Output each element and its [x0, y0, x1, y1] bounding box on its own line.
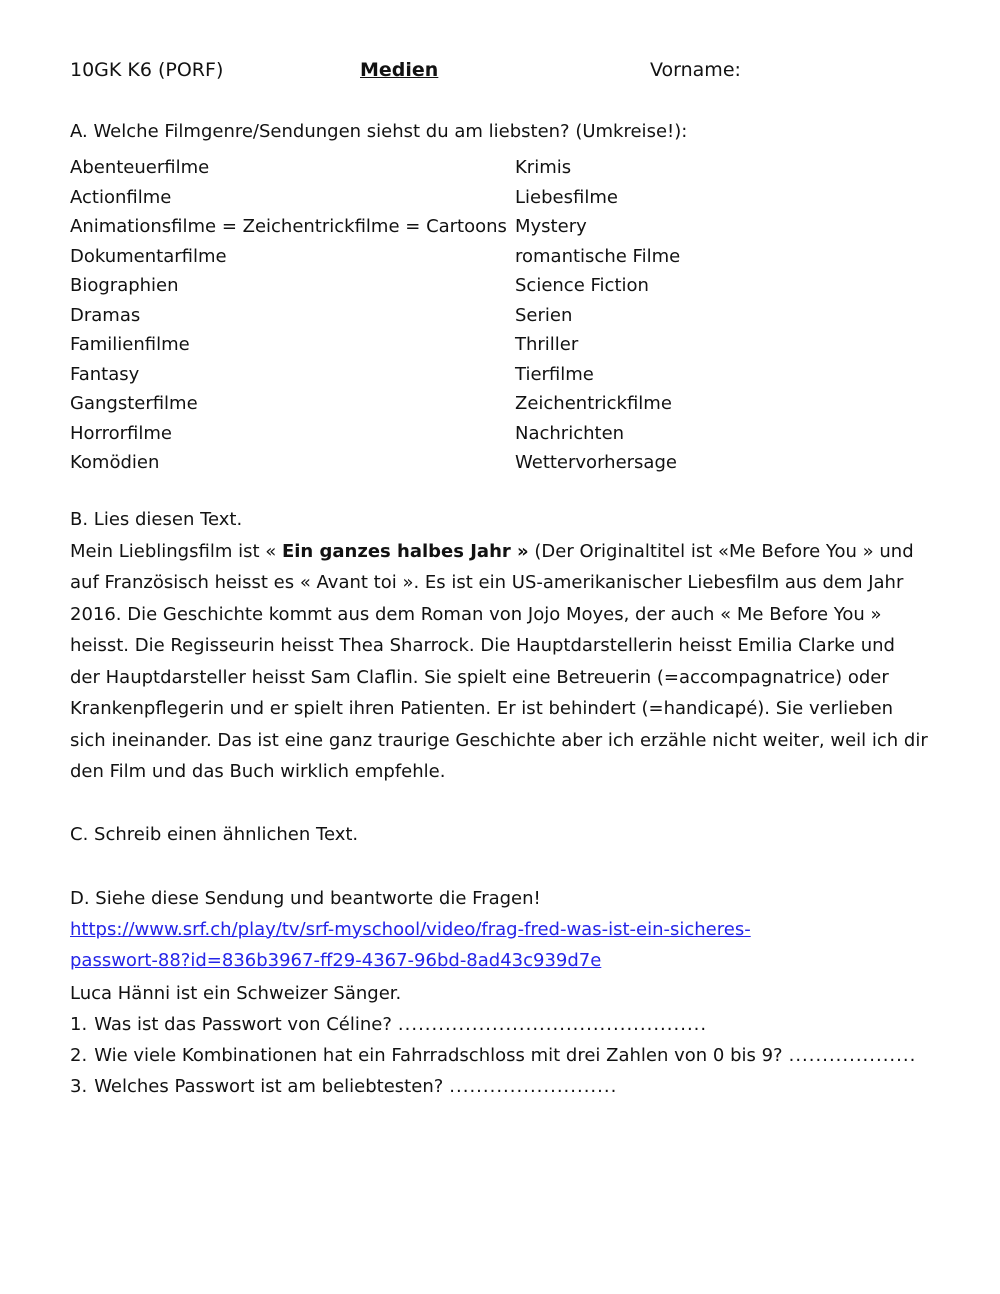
question-text: Was ist das Passwort von Céline? — [94, 1013, 392, 1035]
question-number: 2. — [70, 1044, 88, 1066]
question-item — [70, 1009, 930, 1040]
section-a — [70, 119, 930, 478]
genre-item: Mystery — [515, 216, 587, 237]
genre-item: Fantasy — [70, 363, 140, 385]
question-text: Wie viele Kombinationen hat ein Fahrradschloss mit drei Zahlen von 0 bis 9? — [94, 1044, 783, 1066]
genre-item: Krimis — [515, 157, 572, 178]
answer-dots: .............................................. — [397, 1013, 708, 1035]
video-link[interactable] — [70, 914, 930, 976]
section-d-heading: D. Siehe diese Sendung und beantworte die Fragen! — [70, 887, 541, 909]
question-number: 1. — [70, 1013, 88, 1035]
genre-item: Biographien — [70, 275, 179, 296]
genre-item: Animationsfilme = Zeichentrickfilme = Cartoons — [70, 216, 507, 237]
genre-item: Serien — [515, 304, 573, 326]
section-d — [70, 883, 930, 1102]
genre-item: Familienfilme — [70, 334, 190, 355]
genre-item: Abenteuerfilme — [70, 157, 210, 178]
genre-item: romantische Filme — [515, 245, 681, 267]
reading-text-body: (Der Originaltitel ist «Me Before You » und auf Französisch heisst es « Avant toi ». Es ist ein US-amerikanischer Liebesfilm aus dem Jahr 2016. Die Geschichte kommt aus dem Roman von Jojo Moyes, der auch « Me Before You » heisst. Die Regisseurin heisst Thea Sharrock. Die Hauptdarstellerin heisst Emilia Clarke und der Hauptdarsteller heisst Sam Claflin. Sie spielt eine Betreuerin (=accompagnatrice) oder Krankenpflegerin und er spielt ihren Patienten. Er ist behindert (=handicapé). Sie verlieben sich ineinander. Das ist eine ganz traurige Geschichte aber ich erzähle nicht weiter, weil ich dir den Film und das Buch wirklich empfehle. — [70, 540, 928, 782]
genre-list — [70, 153, 930, 478]
genre-item: Thriller — [515, 334, 579, 355]
question-number: 3. — [70, 1075, 88, 1097]
question-item — [70, 1071, 930, 1102]
reading-text-lead: Mein Lieblingsfilm ist « — [70, 540, 282, 562]
genre-item: Dramas — [70, 304, 141, 326]
genre-item: Liebesfilme — [515, 186, 618, 208]
genre-item: Dokumentarfilme — [70, 245, 227, 267]
section-a-heading: A. Welche Filmgenre/Sendungen siehst du am liebsten? (Umkreise!): — [70, 121, 688, 142]
section-b — [70, 504, 930, 788]
answer-dots: ......................... — [449, 1075, 618, 1097]
vorname-label: Vorname: — [650, 59, 741, 81]
genre-item: Tierfilme — [515, 363, 594, 385]
course-code: 10GK K6 (PORF) — [70, 59, 224, 81]
question-text: Welches Passwort ist am beliebtesten? — [94, 1075, 444, 1097]
film-title-bold: Ein ganzes halbes Jahr » — [281, 540, 529, 562]
section-c-heading: C. Schreib einen ähnlichen Text. — [70, 823, 359, 845]
genre-item: Wettervorhersage — [515, 452, 677, 473]
intro-sentence: Luca Hänni ist ein Schweizer Sänger. — [70, 982, 402, 1004]
section-c — [70, 819, 930, 850]
genre-item: Komödien — [70, 452, 160, 473]
doc-header — [70, 58, 930, 83]
genre-item: Horrorfilme — [70, 422, 172, 444]
section-b-heading: B. Lies diesen Text. — [70, 508, 243, 530]
video-link-line-2: passwort-88?id=836b3967-ff29-4367-96bd-8ad43c939d7e — [70, 949, 602, 971]
video-link-line-1: https://www.srf.ch/play/tv/srf-myschool/video/frag-fred-was-ist-ein-sicheres- — [70, 918, 751, 940]
reading-text — [70, 536, 930, 788]
genre-item: Science Fiction — [515, 275, 649, 296]
genre-item: Nachrichten — [515, 422, 625, 444]
genre-item: Actionfilme — [70, 186, 172, 208]
genre-item: Gangsterfilme — [70, 393, 198, 414]
question-item — [70, 1040, 930, 1071]
genre-item: Zeichentrickfilme — [515, 393, 672, 414]
page-title: Medien — [360, 59, 439, 81]
answer-dots: ................... — [788, 1044, 917, 1066]
